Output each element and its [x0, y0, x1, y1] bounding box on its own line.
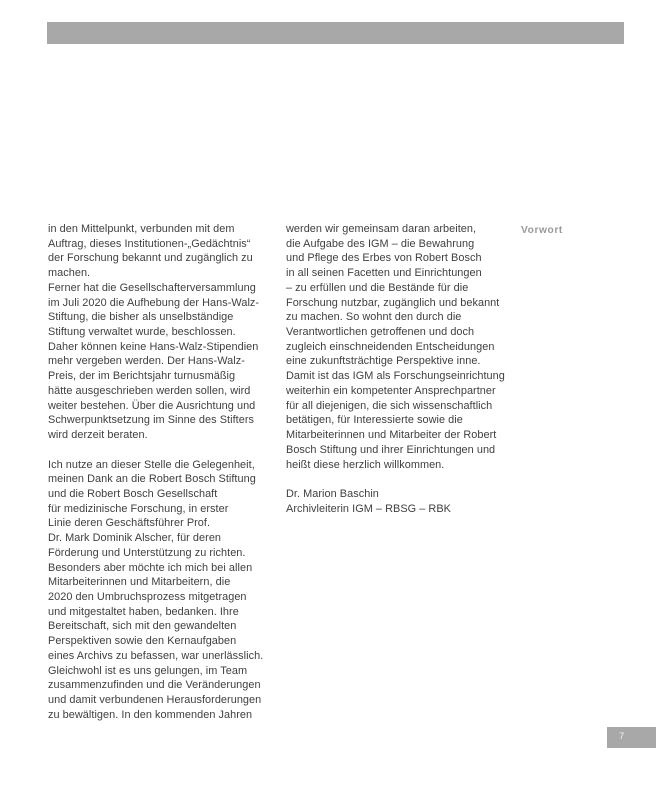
paragraph-gap: [48, 443, 270, 458]
text-line: die Aufgabe des IGM – die Bewahrung: [286, 237, 475, 250]
section-label: Vorwort: [521, 225, 563, 236]
text-line: Bosch Stiftung und ihrer Einrichtungen und: [286, 443, 496, 456]
text-line: und mitgestaltet haben, bedanken. Ihre: [48, 605, 239, 618]
signature-block: [286, 487, 511, 516]
page-number: 7: [619, 731, 625, 742]
text-line: meinen Dank an die Robert Bosch Stiftung: [48, 473, 256, 486]
text-line: zugleich einschneidenden Entscheidungen: [286, 340, 495, 353]
text-line: Linie deren Geschäftsführer Prof.: [48, 517, 211, 530]
text-line: Damit ist das IGM als Forschungseinrichtung: [286, 370, 505, 383]
text-line: der Forschung bekannt und zugänglich zu: [48, 252, 253, 265]
text-line: Ich nutze an dieser Stelle die Gelegenheit,: [48, 458, 255, 471]
text-line: eines Archivs zu befassen, war unerlässlich.: [48, 649, 264, 662]
text-line: weiter bestehen. Über die Ausrichtung und: [48, 399, 256, 412]
text-line: betätigen, für Interessierte sowie die: [286, 414, 463, 427]
text-line: mehr vergeben werden. Der Hans-Walz-: [48, 355, 245, 368]
text-line: – zu erfüllen und die Bestände für die: [286, 281, 469, 294]
text-line: Mitarbeiterinnen und Mitarbeitern, die: [48, 576, 231, 589]
middle-text-column: [286, 222, 511, 516]
paragraph-outlook: [286, 222, 511, 472]
text-line: Stiftung, die bisher als unselbständige: [48, 311, 234, 324]
text-line: Schwerpunktsetzung im Sinne des Stifters: [48, 414, 254, 427]
signature-name: Dr. Marion Baschin: [286, 487, 379, 500]
text-line: hätte ausgeschrieben werden sollen, wird: [48, 384, 251, 397]
text-line: Perspektiven sowie den Kernaufgaben: [48, 635, 237, 648]
text-line: Mitarbeiterinnen und Mitarbeiter der Robert: [286, 429, 497, 442]
text-line: und Pflege des Erbes von Robert Bosch: [286, 252, 482, 265]
text-line: zusammenzufinden und die Veränderungen: [48, 679, 261, 692]
text-line: Preis, der im Berichtsjahr turnusmäßig: [48, 370, 236, 383]
text-line: zu machen. So wohnt den durch die: [286, 311, 462, 324]
page-number-box: [607, 727, 656, 748]
text-line: machen.: [48, 267, 91, 280]
paragraph-thanks: [48, 458, 270, 723]
header-bar: [47, 22, 624, 44]
text-line: und die Robert Bosch Gesellschaft: [48, 487, 218, 500]
text-line: und damit verbundenen Herausforderungen: [48, 694, 262, 706]
text-line: werden wir gemeinsam daran arbeiten,: [286, 223, 477, 235]
text-line: eine zukunftsträchtige Perspektive inne.: [286, 355, 481, 368]
text-line: für all diejenigen, die sich wissenschaftlich: [286, 399, 493, 412]
text-line: Forschung nutzbar, zugänglich und bekannt: [286, 296, 500, 309]
paragraph-gap: [286, 472, 511, 487]
text-line: für medizinische Forschung, in erster: [48, 502, 229, 515]
text-line: Ferner hat die Gesellschafterversammlung: [48, 281, 256, 294]
text-line: Bereitschaft, sich mit den gewandelten: [48, 620, 237, 633]
text-line: 2020 den Umbruchsprozess mitgetragen: [48, 590, 247, 603]
text-line: Auftrag, dieses Institutionen-„Gedächtnis“: [48, 237, 251, 250]
text-line: im Juli 2020 die Aufhebung der Hans-Walz-: [48, 296, 260, 309]
signature-title: Archivleiterin IGM – RBSG – RBK: [286, 502, 451, 515]
paragraph-continuation: [48, 222, 270, 443]
text-line: Daher können keine Hans-Walz-Stipendien: [48, 340, 259, 353]
text-line: in all seinen Facetten und Einrichtungen: [286, 267, 482, 280]
text-line: Stiftung verwaltet wurde, beschlossen.: [48, 326, 236, 339]
text-line: heißt diese herzlich willkommen.: [286, 458, 445, 471]
text-line: Verantwortlichen getroffenen und doch: [286, 326, 475, 339]
text-line: Besonders aber möchte ich mich bei allen: [48, 561, 253, 574]
text-line: weiterhin ein kompetenter Ansprechpartner: [286, 384, 496, 397]
text-line: in den Mittelpunkt, verbunden mit dem: [48, 223, 235, 235]
text-line: wird derzeit beraten.: [48, 429, 148, 442]
text-line: Dr. Mark Dominik Alscher, für deren: [48, 532, 222, 545]
left-text-column: [48, 222, 270, 722]
text-line: Förderung und Unterstützung zu richten.: [48, 546, 246, 559]
text-line: Gleichwohl ist es uns gelungen, im Team: [48, 664, 248, 677]
text-line: zu bewältigen. In den kommenden Jahren: [48, 708, 253, 721]
